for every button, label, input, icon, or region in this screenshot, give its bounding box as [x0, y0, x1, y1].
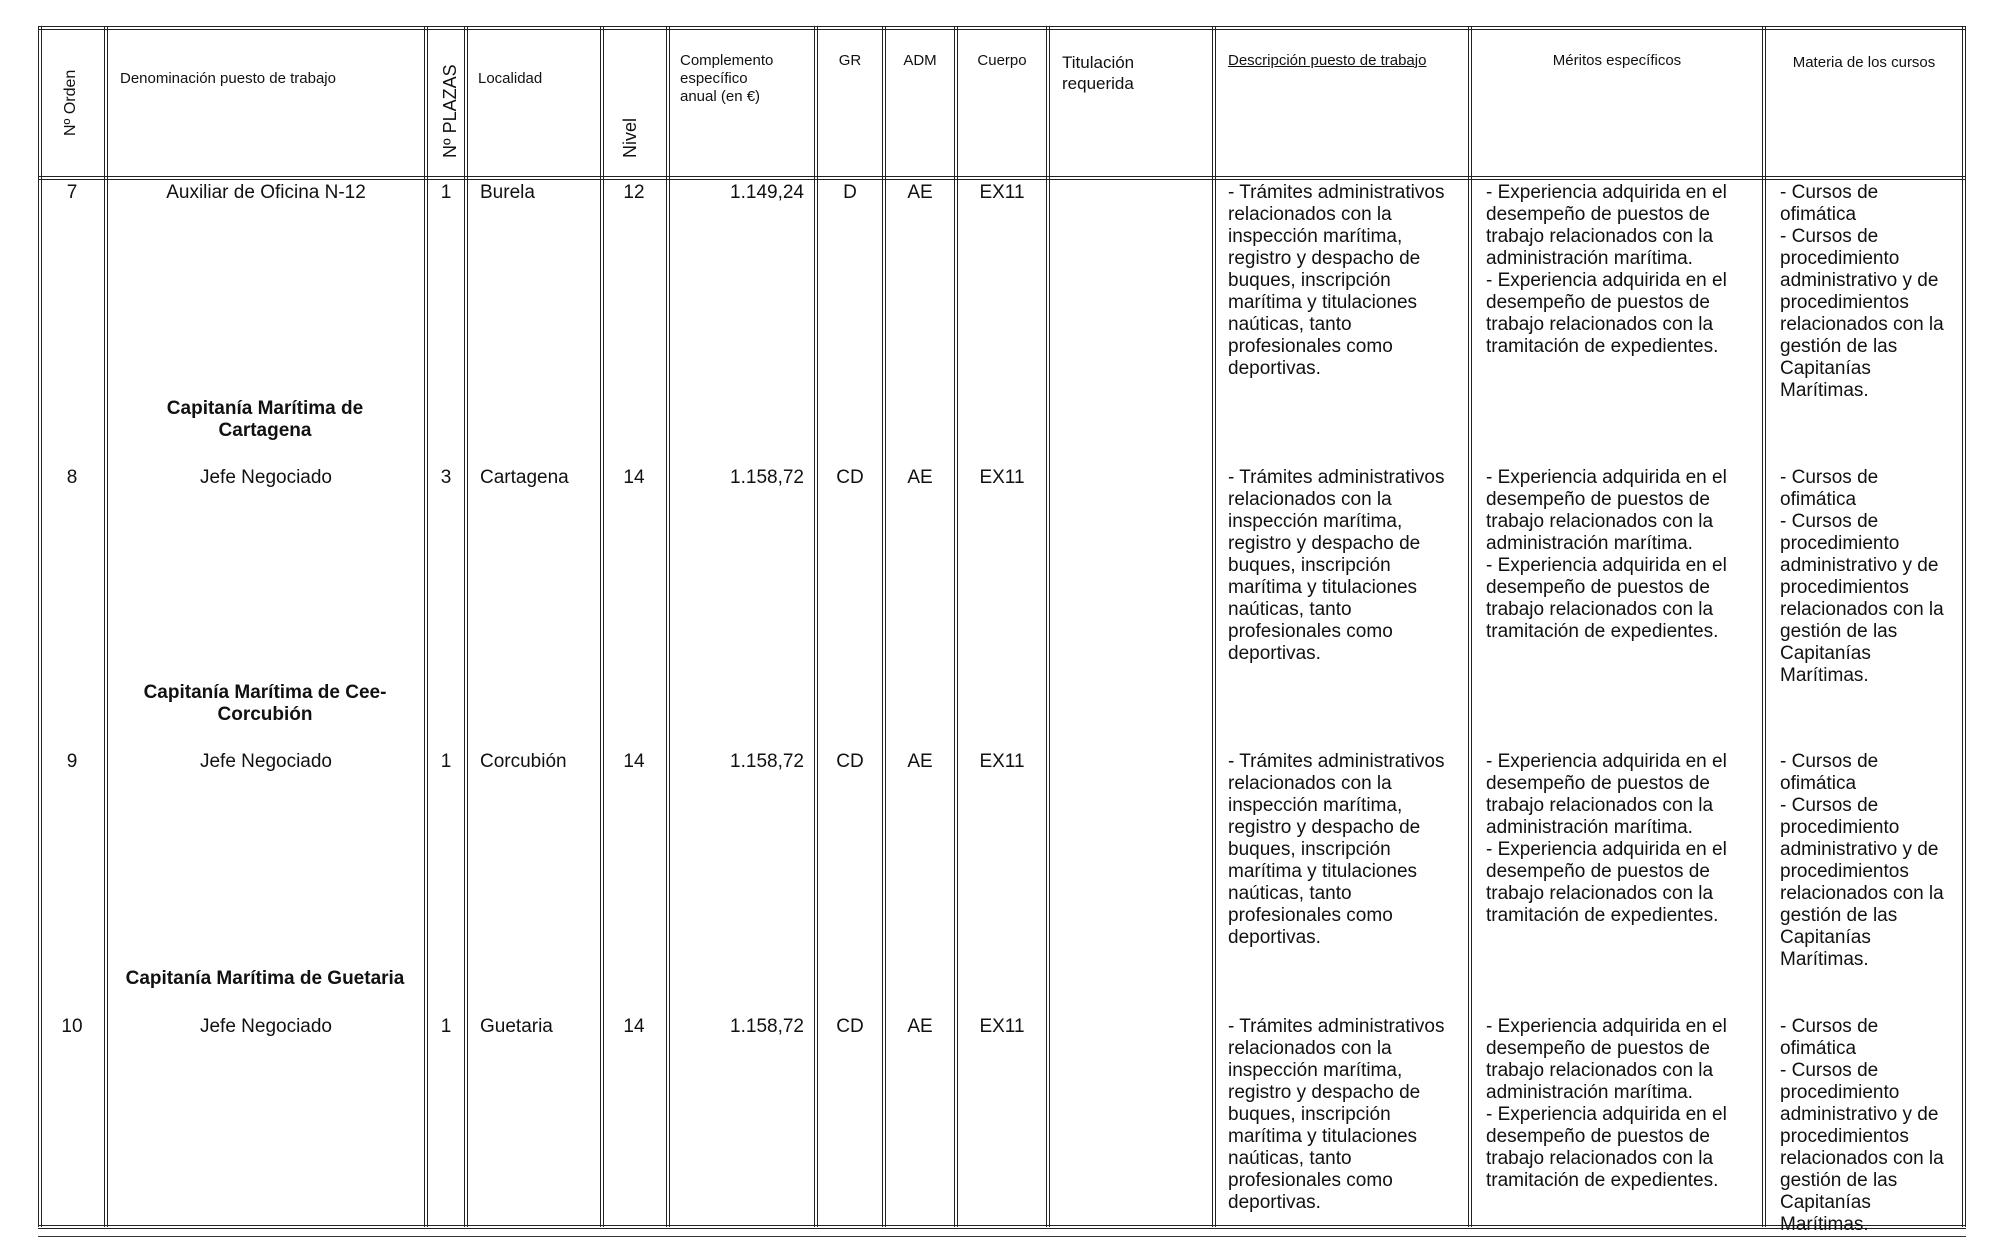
cell-meritos-line: - Experiencia adquirida en el [1486, 467, 1727, 488]
cell-orden: 10 [61, 1016, 83, 1037]
cell-plazas: 1 [440, 751, 452, 772]
table-top-border [38, 26, 1966, 30]
cell-desc-line: relacionados con la [1228, 1038, 1392, 1059]
cell-gr: D [843, 182, 857, 203]
section-heading-line: Corcubión [217, 704, 313, 725]
cell-desc-line: profesionales como [1228, 1170, 1393, 1191]
cell-materia-line: procedimiento [1780, 248, 1900, 269]
cell-meritos-line: administración marítima. [1486, 1082, 1693, 1103]
cell-desc-line: inspección marítima, [1228, 1060, 1403, 1081]
cell-desc-line: naúticas, tanto [1228, 314, 1352, 335]
col-border [1046, 26, 1050, 1227]
cell-meritos-line: - Experiencia adquirida en el [1486, 555, 1727, 576]
cell-desc-line: buques, inscripción [1228, 270, 1391, 291]
cell-desc-line: deportivas. [1228, 643, 1321, 664]
cell-materia-line: - Cursos de [1780, 182, 1879, 203]
cell-materia [1780, 467, 1960, 687]
cell-cuerpo: EX11 [979, 1016, 1025, 1037]
cell-materia-line: Marítimas. [1780, 1214, 1869, 1235]
cell-desc [1228, 1016, 1466, 1214]
section-heading-cartagena [106, 398, 424, 442]
cell-desc-line: relacionados con la [1228, 489, 1392, 510]
cell-materia-line: procedimientos [1780, 292, 1909, 313]
cell-meritos-line: tramitación de expedientes. [1486, 1170, 1719, 1191]
cell-desc-line: buques, inscripción [1228, 555, 1391, 576]
cell-orden: 8 [66, 467, 78, 488]
cell-meritos-line: trabajo relacionados con la [1486, 883, 1714, 904]
header-bottom-border [38, 176, 1966, 180]
cell-complemento: 1.149,24 [730, 182, 804, 203]
cell-materia-line: procedimientos [1780, 1126, 1909, 1147]
cell-meritos-line: trabajo relacionados con la [1486, 1148, 1714, 1169]
cell-meritos-line: trabajo relacionados con la [1486, 599, 1714, 620]
cell-meritos [1486, 751, 1758, 927]
table-footer-rule [38, 1236, 1966, 1237]
cell-plazas: 1 [440, 182, 452, 203]
cell-materia-line: administrativo y de [1780, 1104, 1939, 1125]
header-denominacion: Denominación puesto de trabajo [120, 70, 336, 87]
cell-meritos-line: desempeño de puestos de [1486, 292, 1710, 313]
cell-materia-line: relacionados con la [1780, 883, 1944, 904]
cell-desc [1228, 182, 1466, 380]
col-border [1212, 26, 1216, 1227]
cell-desc-line: profesionales como [1228, 621, 1393, 642]
header-adm: ADM [903, 52, 937, 69]
header-complemento-line: anual (en €) [680, 88, 761, 105]
cell-materia-line: gestión de las [1780, 1170, 1898, 1191]
cell-desc-line: naúticas, tanto [1228, 883, 1352, 904]
cell-materia [1780, 1016, 1960, 1236]
cell-materia-line: administrativo y de [1780, 839, 1939, 860]
cell-cuerpo: EX11 [979, 182, 1025, 203]
cell-meritos [1486, 467, 1758, 643]
col-border [954, 26, 958, 1227]
cell-materia-line: Capitanías [1780, 643, 1871, 664]
cell-nivel: 12 [623, 182, 645, 203]
cell-materia-line: gestión de las [1780, 336, 1898, 357]
cell-complemento: 1.158,72 [730, 1016, 804, 1037]
cell-meritos-line: trabajo relacionados con la [1486, 226, 1714, 247]
cell-desc-line: buques, inscripción [1228, 1104, 1391, 1125]
cell-meritos-line: - Experiencia adquirida en el [1486, 270, 1727, 291]
cell-desc-line: registro y despacho de [1228, 1082, 1421, 1103]
cell-orden: 9 [66, 751, 78, 772]
col-border [1762, 26, 1766, 1227]
cell-denominacion: Auxiliar de Oficina N-12 [166, 182, 366, 203]
cell-cuerpo: EX11 [979, 467, 1025, 488]
cell-materia-line: Capitanías [1780, 1192, 1871, 1213]
cell-materia-line: administrativo y de [1780, 555, 1939, 576]
cell-materia-line: Capitanías [1780, 358, 1871, 379]
cell-meritos-line: - Experiencia adquirida en el [1486, 182, 1727, 203]
cell-desc-line: marítima y titulaciones [1228, 861, 1418, 882]
section-heading-line: Capitanía Marítima de Cee- [143, 682, 387, 703]
cell-gr: CD [836, 1016, 864, 1037]
table-bottom-border [38, 1225, 1966, 1229]
cell-adm: AE [907, 467, 933, 488]
header-meritos: Méritos específicos [1552, 52, 1682, 69]
header-materia: Materia de los cursos [1792, 54, 1936, 71]
cell-meritos-line: tramitación de expedientes. [1486, 905, 1719, 926]
cell-desc-line: profesionales como [1228, 905, 1393, 926]
header-descripcion: Descripción puesto de trabajo [1228, 52, 1427, 69]
cell-desc-line: deportivas. [1228, 1192, 1321, 1213]
cell-materia-line: - Cursos de [1780, 751, 1879, 772]
cell-desc [1228, 467, 1466, 665]
cell-materia-line: Marítimas. [1780, 665, 1869, 686]
cell-gr: CD [836, 751, 864, 772]
cell-localidad: Corcubión [480, 751, 567, 772]
col-border [38, 26, 42, 1227]
cell-desc-line: registro y despacho de [1228, 248, 1421, 269]
cell-materia-line: relacionados con la [1780, 599, 1944, 620]
cell-materia-line: administrativo y de [1780, 270, 1939, 291]
cell-desc-line: deportivas. [1228, 927, 1321, 948]
cell-complemento: 1.158,72 [730, 467, 804, 488]
cell-desc-line: deportivas. [1228, 358, 1321, 379]
cell-materia-line: Capitanías [1780, 927, 1871, 948]
cell-materia-line: - Cursos de [1780, 467, 1879, 488]
cell-materia-line: relacionados con la [1780, 1148, 1944, 1169]
cell-meritos-line: tramitación de expedientes. [1486, 621, 1719, 642]
header-nivel: Nivel [620, 117, 640, 158]
cell-meritos [1486, 1016, 1758, 1192]
col-border [464, 26, 468, 1227]
cell-materia-line: procedimiento [1780, 533, 1900, 554]
cell-materia-line: - Cursos de [1780, 795, 1879, 816]
header-plazas: Nº PLAZAS [440, 64, 460, 158]
cell-adm: AE [907, 751, 933, 772]
cell-nivel: 14 [623, 467, 645, 488]
header-gr: GR [838, 52, 862, 69]
header-titulacion [1062, 52, 1212, 94]
cell-materia-line: ofimática [1780, 773, 1857, 794]
cell-meritos-line: desempeño de puestos de [1486, 861, 1710, 882]
section-heading-line: Capitanía Marítima de [166, 398, 364, 419]
cell-plazas: 3 [440, 467, 452, 488]
header-titulacion-line: Titulación [1062, 53, 1135, 72]
cell-meritos-line: administración marítima. [1486, 533, 1693, 554]
cell-desc-line: - Trámites administrativos [1228, 1016, 1445, 1037]
cell-desc-line: profesionales como [1228, 336, 1393, 357]
cell-materia-line: relacionados con la [1780, 314, 1944, 335]
cell-desc-line: naúticas, tanto [1228, 1148, 1352, 1169]
cell-plazas: 1 [440, 1016, 452, 1037]
cell-localidad: Burela [480, 182, 535, 203]
cell-desc-line: relacionados con la [1228, 773, 1392, 794]
cell-gr: CD [836, 467, 864, 488]
section-heading-cee-corcubion [106, 682, 424, 726]
cell-desc-line: relacionados con la [1228, 204, 1392, 225]
cell-orden: 7 [66, 182, 78, 203]
cell-desc-line: inspección marítima, [1228, 511, 1403, 532]
cell-meritos-line: administración marítima. [1486, 817, 1693, 838]
cell-materia-line: gestión de las [1780, 905, 1898, 926]
cell-desc-line: marítima y titulaciones [1228, 292, 1418, 313]
cell-meritos-line: desempeño de puestos de [1486, 489, 1710, 510]
cell-desc-line: - Trámites administrativos [1228, 751, 1445, 772]
header-localidad: Localidad [478, 70, 543, 87]
cell-desc-line: - Trámites administrativos [1228, 467, 1445, 488]
header-complemento [680, 52, 810, 106]
cell-materia-line: procedimiento [1780, 817, 1900, 838]
cell-denominacion: Jefe Negociado [199, 1016, 333, 1037]
cell-materia-line: procedimientos [1780, 861, 1909, 882]
cell-nivel: 14 [623, 751, 645, 772]
header-complemento-line: Complemento [680, 52, 774, 69]
cell-meritos-line: desempeño de puestos de [1486, 773, 1710, 794]
cell-meritos-line: tramitación de expedientes. [1486, 336, 1719, 357]
cell-materia [1780, 182, 1960, 402]
cell-meritos-line: trabajo relacionados con la [1486, 795, 1714, 816]
cell-localidad: Cartagena [480, 467, 569, 488]
cell-materia-line: ofimática [1780, 204, 1857, 225]
cell-materia-line: - Cursos de [1780, 1016, 1879, 1037]
cell-adm: AE [907, 182, 933, 203]
section-heading-line: Cartagena [218, 420, 312, 441]
col-border [814, 26, 818, 1227]
cell-desc [1228, 751, 1466, 949]
cell-localidad: Guetaria [480, 1016, 553, 1037]
cell-adm: AE [907, 1016, 933, 1037]
cell-materia-line: ofimática [1780, 1038, 1857, 1059]
cell-nivel: 14 [623, 1016, 645, 1037]
cell-materia-line: procedimiento [1780, 1082, 1900, 1103]
cell-materia-line: - Cursos de [1780, 511, 1879, 532]
header-titulacion-line: requerida [1062, 74, 1134, 93]
header-orden: Nº Orden [62, 69, 79, 136]
cell-desc-line: inspección marítima, [1228, 795, 1403, 816]
col-border [424, 26, 428, 1227]
cell-materia-line: Marítimas. [1780, 949, 1869, 970]
col-border [882, 26, 886, 1227]
col-border [666, 26, 670, 1227]
cell-desc-line: registro y despacho de [1228, 533, 1421, 554]
cell-meritos-line: desempeño de puestos de [1486, 204, 1710, 225]
cell-meritos-line: - Experiencia adquirida en el [1486, 1104, 1727, 1125]
cell-materia-line: gestión de las [1780, 621, 1898, 642]
cell-desc-line: inspección marítima, [1228, 226, 1403, 247]
cell-desc-line: - Trámites administrativos [1228, 182, 1445, 203]
header-complemento-line: específico [680, 70, 748, 87]
cell-materia [1780, 751, 1960, 971]
cell-desc-line: naúticas, tanto [1228, 599, 1352, 620]
cell-denominacion: Jefe Negociado [199, 751, 333, 772]
cell-materia-line: Marítimas. [1780, 380, 1869, 401]
cell-meritos-line: - Experiencia adquirida en el [1486, 751, 1727, 772]
cell-meritos-line: desempeño de puestos de [1486, 1126, 1710, 1147]
cell-denominacion: Jefe Negociado [199, 467, 333, 488]
cell-meritos-line: trabajo relacionados con la [1486, 1060, 1714, 1081]
section-heading-guetaria: Capitanía Marítima de Guetaria [125, 968, 405, 989]
cell-meritos-line: desempeño de puestos de [1486, 1038, 1710, 1059]
cell-meritos-line: administración marítima. [1486, 248, 1693, 269]
cell-desc-line: marítima y titulaciones [1228, 577, 1418, 598]
cell-desc-line: marítima y titulaciones [1228, 1126, 1418, 1147]
cell-materia-line: ofimática [1780, 489, 1857, 510]
cell-materia-line: - Cursos de [1780, 1060, 1879, 1081]
cell-meritos-line: - Experiencia adquirida en el [1486, 839, 1727, 860]
header-cuerpo: Cuerpo [977, 52, 1027, 69]
cell-desc-line: buques, inscripción [1228, 839, 1391, 860]
cell-meritos-line: - Experiencia adquirida en el [1486, 1016, 1727, 1037]
cell-materia-line: procedimientos [1780, 577, 1909, 598]
cell-desc-line: registro y despacho de [1228, 817, 1421, 838]
col-border [600, 26, 604, 1227]
cell-meritos-line: trabajo relacionados con la [1486, 314, 1714, 335]
cell-complemento: 1.158,72 [730, 751, 804, 772]
col-border [1468, 26, 1472, 1227]
col-border [104, 26, 108, 1227]
cell-materia-line: - Cursos de [1780, 226, 1879, 247]
cell-cuerpo: EX11 [979, 751, 1025, 772]
cell-meritos [1486, 182, 1758, 358]
cell-meritos-line: trabajo relacionados con la [1486, 511, 1714, 532]
cell-meritos-line: desempeño de puestos de [1486, 577, 1710, 598]
col-border [1962, 26, 1966, 1227]
